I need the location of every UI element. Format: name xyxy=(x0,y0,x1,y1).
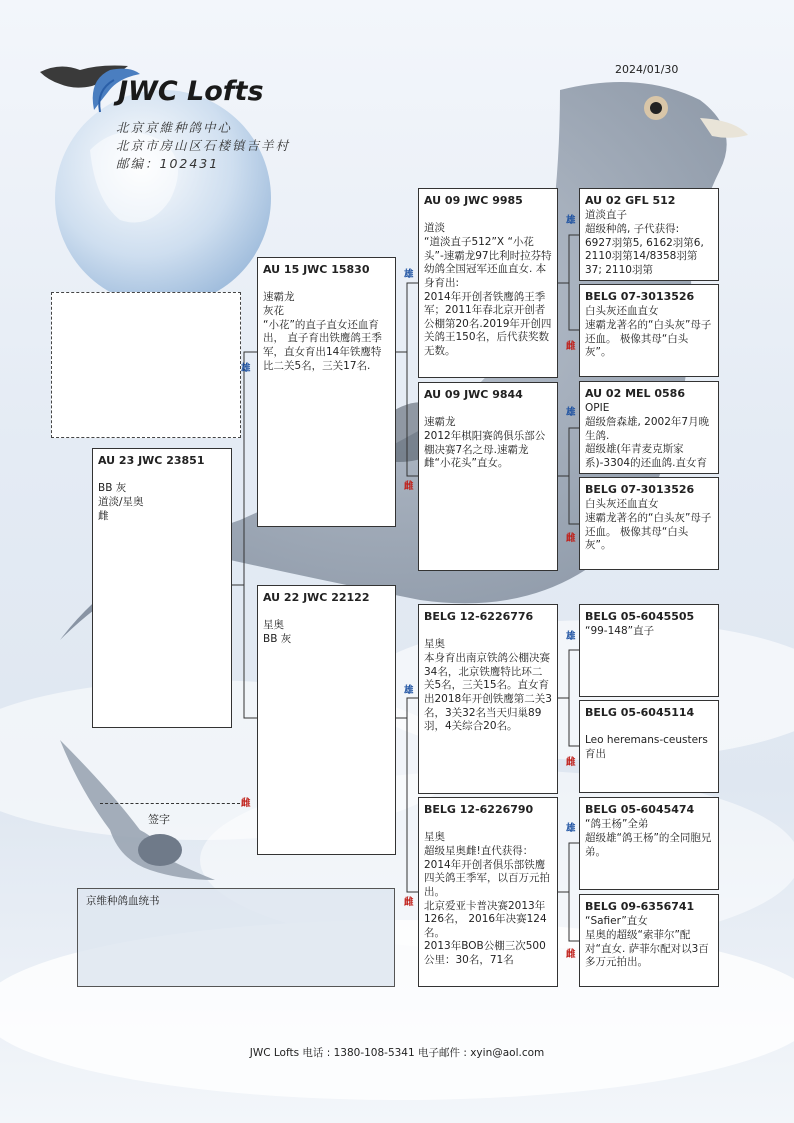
dam-sire-details: 星奥 本身育出南京铁鸽公棚决赛34名，北京铁鹰特比环二关5名，三关15名。直女育出2018年开创铁鹰第二关3名，3关32名当天归巢89羽，4关综合20名。 xyxy=(424,638,552,733)
sex-marker-dam-sire: 雄 xyxy=(404,685,414,696)
sire-details: 速霸龙 灰花 “小花”的直子直女还血育出， 直子育出铁鹰鸽王季军，直女育出14年铁鹰特比二关5名，三关17名. xyxy=(263,291,382,372)
gen4-ring-2: BELG 07-3013526 xyxy=(585,290,695,303)
gen4-ring-6: BELG 05-6045114 xyxy=(585,706,695,719)
gen4-ring-5: BELG 05-6045505 xyxy=(585,610,695,623)
dam-details: 星奥 BB 灰 xyxy=(263,619,292,645)
sex-marker-sire-dam: 雌 xyxy=(404,481,414,492)
sex-marker-gen4-3: 雄 xyxy=(566,407,576,418)
notes-title: 京维种鸽血统书 xyxy=(86,895,160,907)
dam-ring: AU 22 JWC 22122 xyxy=(263,591,370,604)
sex-marker-gen4-4: 雌 xyxy=(566,533,576,544)
address-line-1: 北京京維种鸽中心 xyxy=(116,120,233,135)
sire-sire-ring: AU 09 JWC 9985 xyxy=(424,194,523,207)
sex-marker-gen4-2: 雌 xyxy=(566,341,576,352)
sex-marker-gen4-8: 雌 xyxy=(566,949,576,960)
dam-dam-details: 星奥 超级星奥雌!直代获得：2014年开创者俱乐部铁鹰四关鸽王季军，以百万元拍出。 北京爱亚卡普决赛2013年126名， 2016年决赛124名。 2013年BOB公棚三次500公里：30名，71名 xyxy=(424,831,550,967)
dam-sire-ring: BELG 12-6226776 xyxy=(424,610,534,623)
gen4-ring-7: BELG 05-6045474 xyxy=(585,803,695,816)
gen4-details-1: 道淡直子 超级种鸽, 子代获得: 6927羽第5, 6162羽第6, 2110羽第14/8358羽第37; 2110羽第 xyxy=(585,209,704,276)
sire-ring: AU 15 JWC 15830 xyxy=(263,263,370,276)
sex-marker-gen4-6: 雌 xyxy=(566,757,576,768)
address-line-2: 北京市房山区石楼镇吉羊村 xyxy=(116,138,291,153)
address-line-3: 邮编：102431 xyxy=(116,156,220,171)
gen4-ring-3: AU 02 MEL 0586 xyxy=(585,387,685,400)
brand-name: JWC Lofts xyxy=(118,76,264,107)
gen4-details-4: 白头灰还血直女 速霸龙著名的“白头灰”母子还血。 极像其母“白头灰”。 xyxy=(585,498,712,552)
gen4-details-5: “99-148”直子 xyxy=(585,625,655,638)
gen4-ring-8: BELG 09-6356741 xyxy=(585,900,695,913)
footer-contact: JWC Lofts 电话 : 1380-108-5341 电子邮件 : xyin@aol.com xyxy=(249,1047,545,1059)
sex-marker-sire: 雄 xyxy=(241,363,251,374)
sex-marker-gen4-5: 雄 xyxy=(566,631,576,642)
sex-marker-sire-sire: 雄 xyxy=(404,269,414,280)
subject-details: BB 灰 道淡/星奥 雌 xyxy=(98,482,144,522)
gen4-details-2: 白头灰还血直女 速霸龙著名的“白头灰”母子还血。 极像其母“白头灰”。 xyxy=(585,305,712,359)
dam-dam-ring: BELG 12-6226790 xyxy=(424,803,534,816)
sex-marker-gen4-7: 雄 xyxy=(566,823,576,834)
sex-marker-gen4-1: 雄 xyxy=(566,215,576,226)
sire-dam-details: 速霸龙 2012年棋阳赛鸽俱乐部公棚决赛7名之母.速霸龙雌“小花头”直女。 xyxy=(424,416,546,470)
gen4-details-3: OPIE 超级詹森雄, 2002年7月晚生鸽. 超级雄(年青麦克斯家系)-3304的还血鸽.直女育 xyxy=(585,402,710,469)
gen4-details-7: “鸽王杨”全弟 超级雄“鸽王杨”的全同胞兄弟。 xyxy=(585,818,712,858)
sex-marker-dam: 雌 xyxy=(241,798,251,809)
subject-ring: AU 23 JWC 23851 xyxy=(98,454,205,467)
document-date: 2024/01/30 xyxy=(615,63,679,76)
gen4-ring-1: AU 02 GFL 512 xyxy=(585,194,676,207)
gen4-details-8: “Safier”直女 星奥的超级“索菲尔”配对“直女. 萨菲尔配对以3百多万元拍出。 xyxy=(585,915,709,969)
sire-dam-ring: AU 09 JWC 9844 xyxy=(424,388,523,401)
signature-label: 签字 xyxy=(148,813,170,826)
sex-marker-dam-dam: 雌 xyxy=(404,897,414,908)
sire-sire-details: 道淡 “道淡直子512”X “小花头”-速霸龙97比利时拉芬特幼鸽全国冠军还血直女. 本身育出: 2014年开创者铁鹰鸽王季军；2011年春北京开创者公棚第20名.2019年开创四关鸽王150名，后代获奖数无数。 xyxy=(424,222,552,358)
gen4-ring-4: BELG 07-3013526 xyxy=(585,483,695,496)
gen4-details-6: Leo heremans-ceusters 育出 xyxy=(585,734,708,760)
